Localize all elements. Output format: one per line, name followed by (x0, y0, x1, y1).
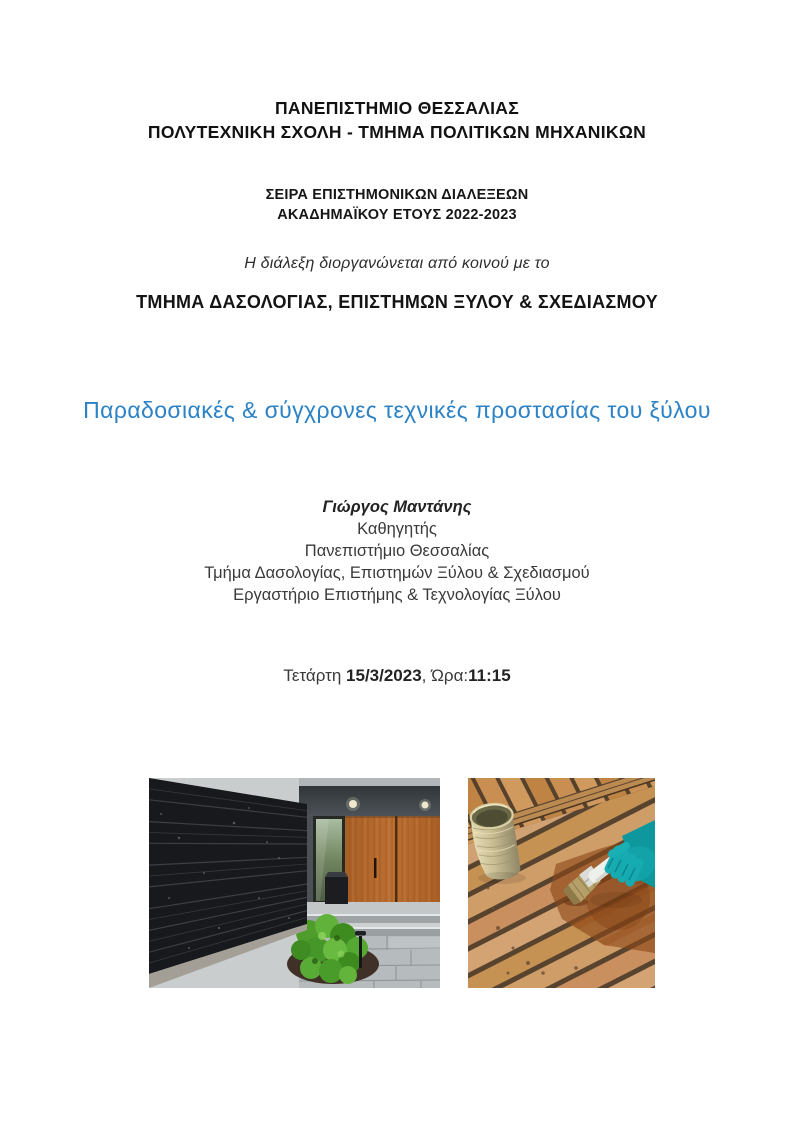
deck-oiling-photo (468, 778, 655, 988)
recessed-light (349, 800, 357, 808)
path-light (359, 936, 362, 968)
academic-year: ΑΚΑΔΗΜΑΪΚΟΥ ΕΤΟΥΣ 2022-2023 (277, 207, 517, 223)
co-organizing-department: ΤΜΗΜΑ ΔΑΣΟΛΟΓΙΑΣ, ΕΠΙΣΤΗΜΩΝ ΞΥΛΟΥ & ΣΧΕΔΙΑΣΜΟΥ (136, 292, 658, 312)
recessed-light (422, 802, 429, 809)
university-name: ΠΑΝΕΠΙΣΤΗΜΙΟ ΘΕΣΣΑΛΙΑΣ (274, 98, 520, 118)
door-handle (374, 858, 377, 878)
university-header (0, 96, 794, 144)
series-title: ΣΕΙΡΑ ΕΠΙΣΤΗΜΟΝΙΚΩΝ ΔΙΑΛΕΞΕΩΝ (265, 187, 529, 203)
speaker-name: Γιώργος Μαντάνης (322, 498, 472, 516)
speaker-block (0, 496, 794, 606)
school-department-line: ΠΟΛΥΤΕΧΝΙΚΗ ΣΧΟΛΗ - ΤΜΗΜΑ ΠΟΛΙΤΙΚΩΝ ΜΗΧΑΝΙΚΩΝ (147, 122, 647, 142)
time-label: , Ώρα: (421, 666, 469, 685)
time-value: 11:15 (468, 666, 511, 685)
joint-organization-note: Η διάλεξη διοργανώνεται από κοινού με το (244, 255, 550, 272)
black-planter (325, 877, 348, 904)
day-label: Τετάρτη (283, 666, 347, 685)
lecture-title: Παραδοσιακές & σύγχρονες τεχνικές προστασίας του ξύλου (83, 397, 711, 423)
speaker-role: Καθηγητής (357, 520, 437, 538)
photo-row (0, 778, 794, 988)
entry-soffit (299, 786, 440, 816)
speaker-university: Πανεπιστήμιο Θεσσαλίας (304, 542, 490, 560)
door-edge (395, 816, 398, 904)
date-time-line (0, 666, 794, 686)
lecture-series-header (0, 185, 794, 225)
charred-wood-house-photo (149, 778, 440, 988)
speaker-lab: Εργαστήριο Επιστήμης & Τεχνολογίας Ξύλου (233, 586, 561, 604)
speaker-department: Τμήμα Δασολογίας, Επιστημών Ξύλου & Σχεδιασμού (204, 564, 590, 582)
entry-landing (299, 902, 440, 914)
date-value: 15/3/2023 (346, 666, 422, 685)
